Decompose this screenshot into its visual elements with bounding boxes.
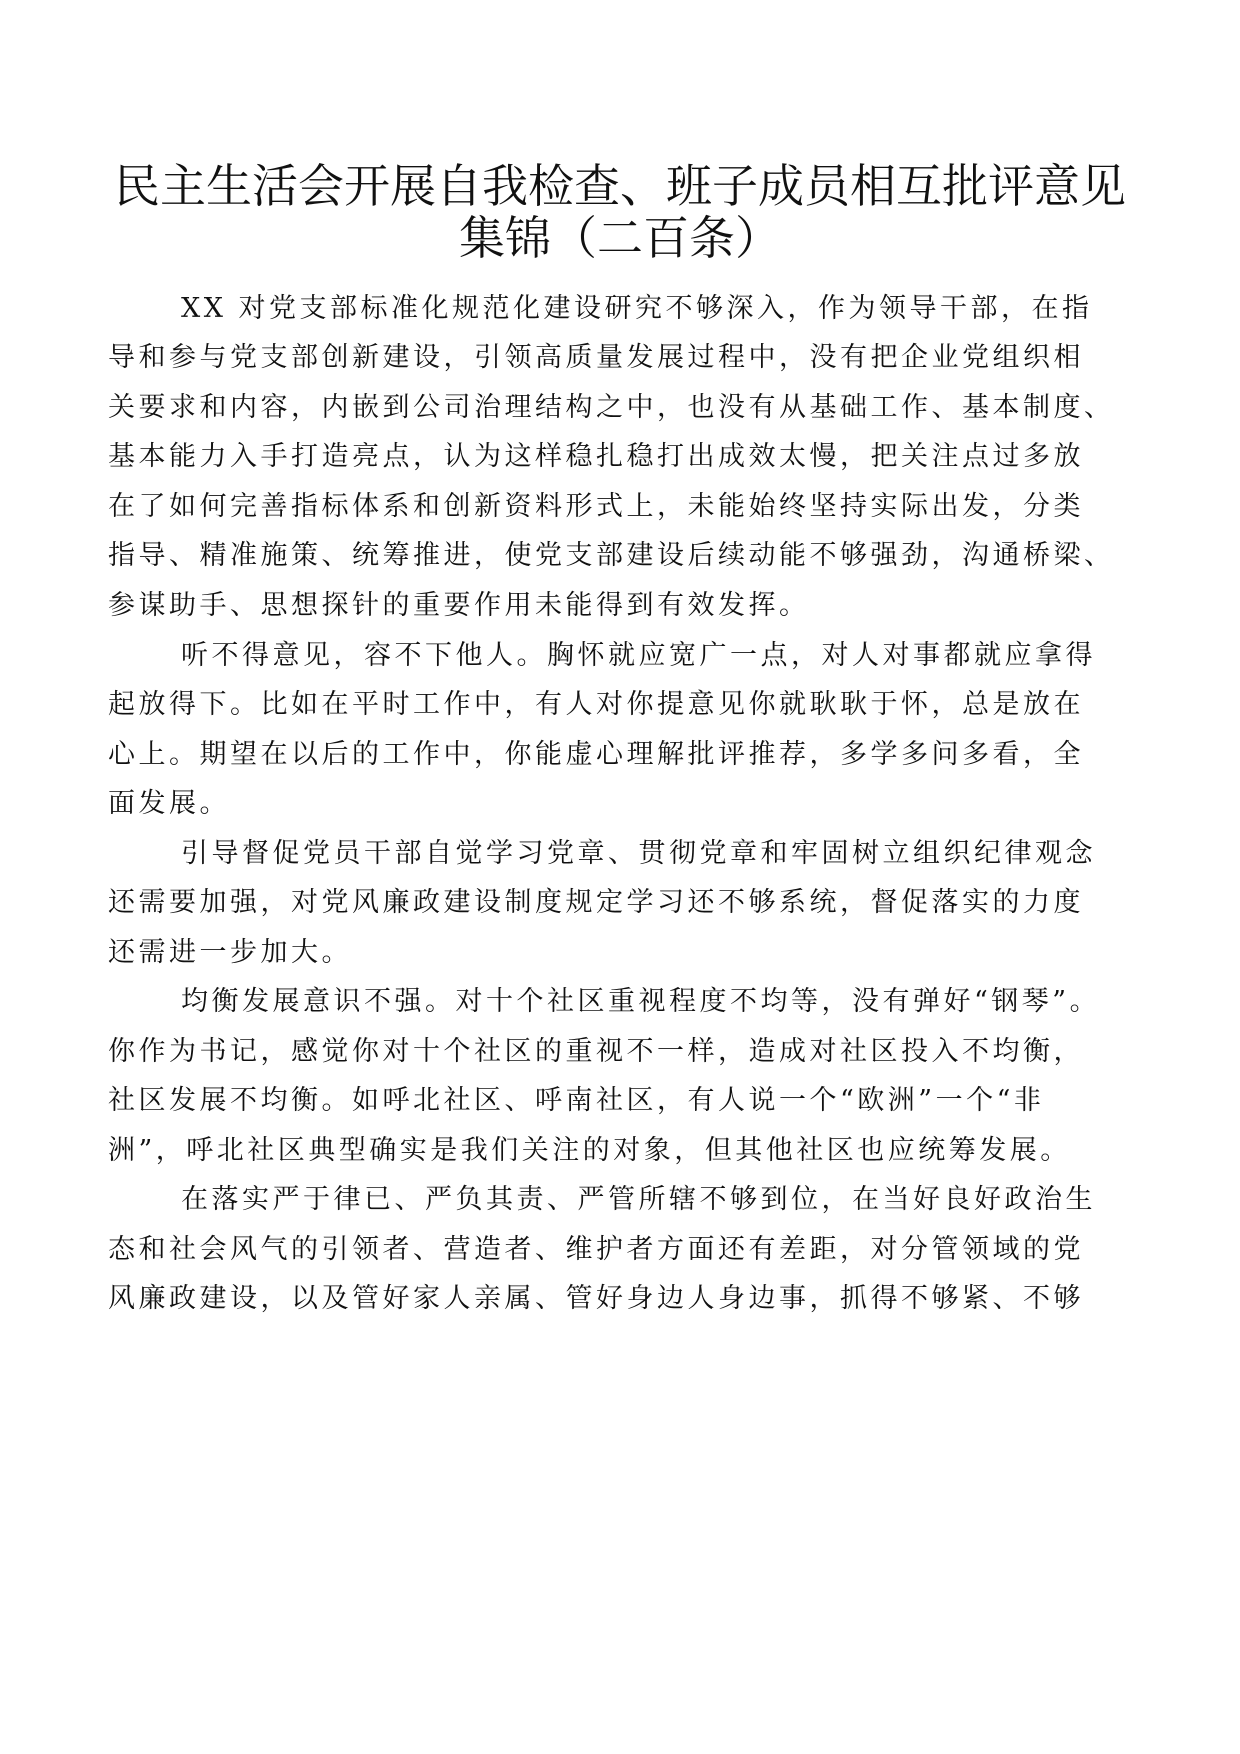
paragraph-line: 引导督促党员干部自觉学习党章、贯彻党章和牢固树立组织纪律观念 — [181, 838, 1096, 869]
paragraph-line: 心上。期望在以后的工作中，你能虚心理解批评推荐，多学多问多看，全 — [108, 739, 1084, 770]
paragraph-line: 参谋助手、思想探针的重要作用未能得到有效发挥。 — [108, 590, 810, 621]
paragraph-line: 导和参与党支部创新建设，引领高质量发展过程中，没有把企业党组织相 — [108, 342, 1084, 373]
paragraph-line: 还需进一步加大。 — [108, 937, 352, 968]
paragraph-line: 态和社会风气的引领者、营造者、维护者方面还有差距，对分管领域的党 — [108, 1234, 1084, 1265]
paragraph-line: 均衡发展意识不强。对十个社区重视程度不均等，没有弹好“钢琴”。 — [181, 986, 1101, 1017]
paragraph-line: 面发展。 — [108, 788, 230, 819]
paragraph-line: 社区发展不均衡。如呼北社区、呼南社区，有人说一个“欧洲”一个“非 — [108, 1085, 1045, 1116]
paragraph-line: 风廉政建设，以及管好家人亲属、管好身边人身边事，抓得不够紧、不够 — [108, 1283, 1084, 1314]
paragraph-line: 还需要加强，对党风廉政建设制度规定学习还不够系统，督促落实的力度 — [108, 887, 1084, 918]
paragraph-line: 在落实严于律已、严负其责、严管所辖不够到位，在当好良好政治生 — [181, 1184, 1096, 1215]
paragraph-line: 听不得意见，容不下他人。胸怀就应宽广一点，对人对事都就应拿得 — [181, 640, 1096, 671]
paragraph-line: 关要求和内容，内嵌到公司治理结构之中，也没有从基础工作、基本制度、 — [108, 392, 1115, 423]
paragraph-line: 起放得下。比如在平时工作中，有人对你提意见你就耿耿于怀，总是放在 — [108, 689, 1084, 720]
paragraph-line: 指导、精准施策、统筹推进，使党支部建设后续动能不够强劲，沟通桥梁、 — [108, 540, 1115, 571]
paragraph-line: 洲”，呼北社区典型确实是我们关注的对象，但其他社区也应统筹发展。 — [108, 1135, 1071, 1166]
document-title-line-1: 民主生活会开展自我检查、班子成员相互批评意见 — [114, 159, 1126, 213]
paragraph-line: 基本能力入手打造亮点，认为这样稳扎稳打出成效太慢，把关注点过多放 — [108, 441, 1084, 472]
paragraph-line: XX 对党支部标准化规范化建设研究不够深入，作为领导干部，在指 — [181, 293, 1093, 324]
document-title-line-2: 集锦（二百条） — [459, 211, 781, 265]
paragraph-line: 在了如何完善指标体系和创新资料形式上，未能始终坚持实际出发，分类 — [108, 491, 1084, 522]
paragraph-line: 你作为书记，感觉你对十个社区的重视不一样，造成对社区投入不均衡， — [108, 1036, 1084, 1067]
